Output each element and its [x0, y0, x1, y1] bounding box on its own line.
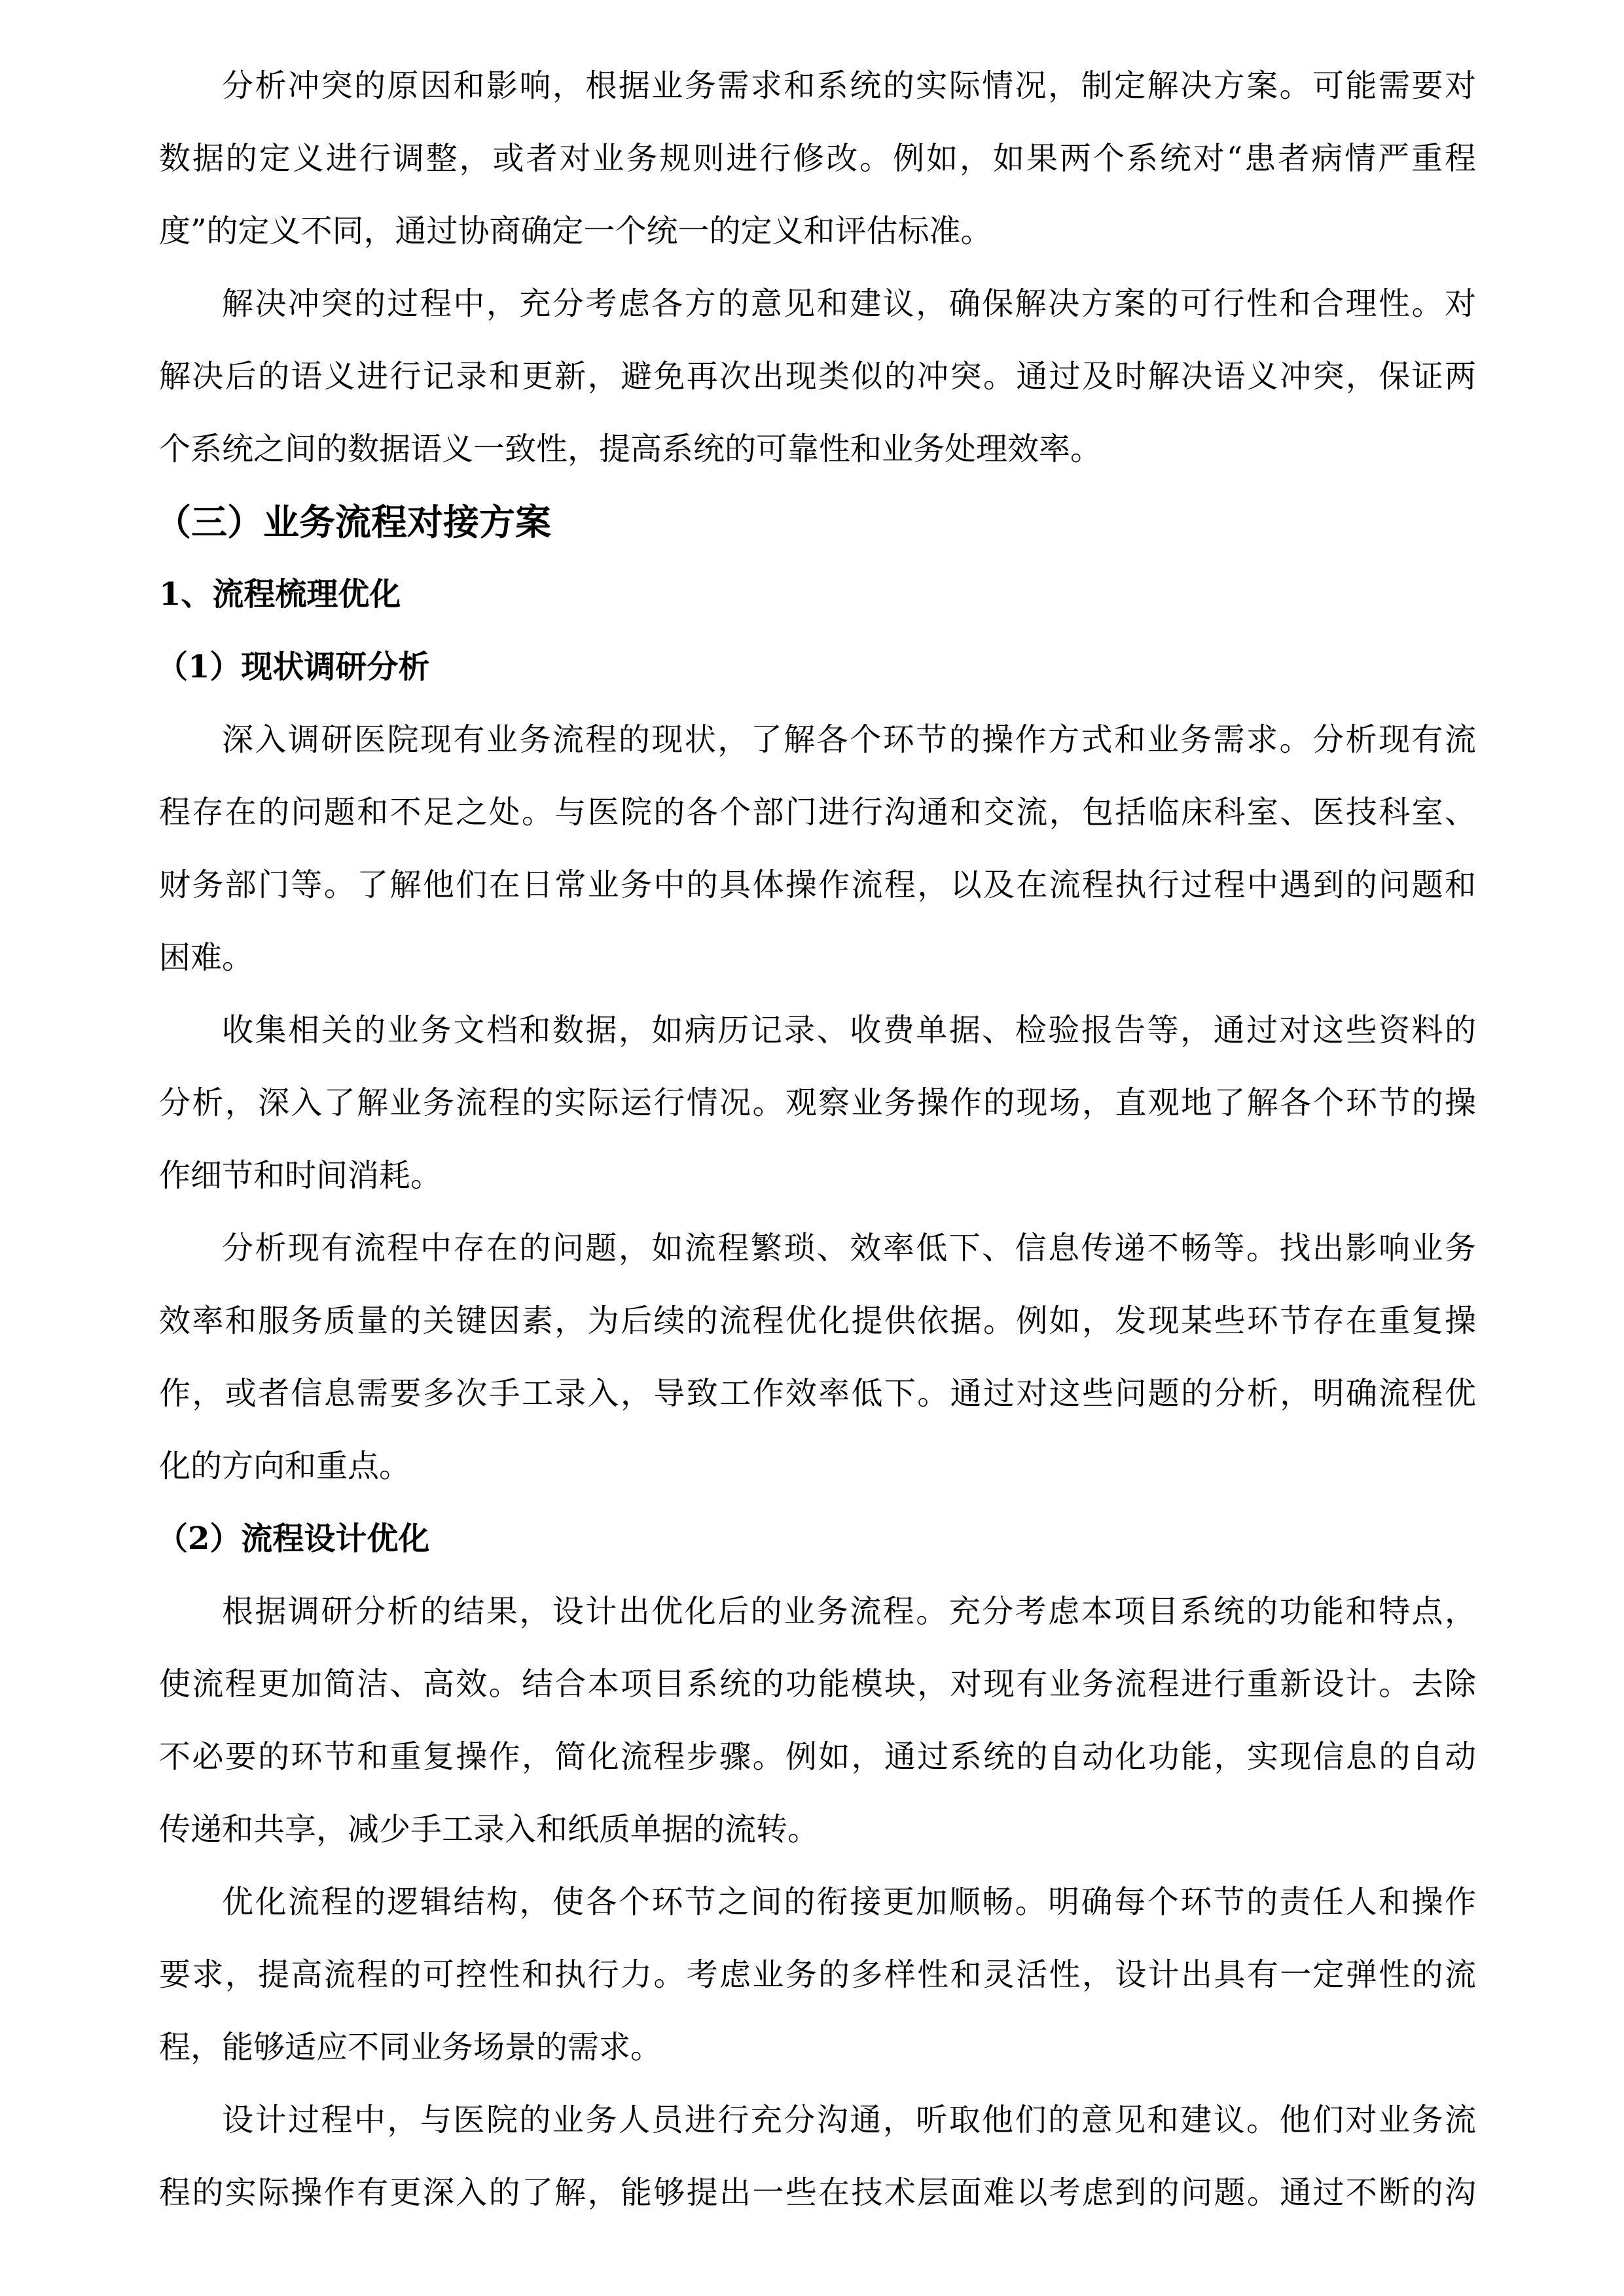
paragraph-line: 化的方向和重点。 — [159, 1448, 411, 1484]
item-heading: （2）流程设计优化 — [156, 1520, 430, 1557]
paragraph-line: 根据调研分析的结果，设计出优化后的业务流程。充分考虑本项目系统的功能和特点， — [222, 1593, 1476, 1630]
paragraph-line: 度”的定义不同，通过协商确定一个统一的定义和评估标准。 — [159, 213, 992, 249]
section-heading: （三）业务流程对接方案 — [155, 501, 552, 543]
paragraph-line: 作细节和时间消耗。 — [159, 1157, 442, 1194]
paragraph-line: 不必要的环节和重复操作，简化流程步骤。例如，通过系统的自动化功能，实现信息的自动 — [159, 1738, 1476, 1775]
paragraph-line: 深入调研医院现有业务流程的现状，了解各个环节的操作方式和业务需求。分析现有流 — [222, 721, 1476, 758]
paragraph-line: 分析现有流程中存在的问题，如流程繁琐、效率低下、信息传递不畅等。找出影响业务 — [222, 1230, 1476, 1266]
paragraph-line: 作，或者信息需要多次手工录入，导致工作效率低下。通过对这些问题的分析，明确流程优 — [159, 1375, 1476, 1412]
paragraph-line: 使流程更加简洁、高效。结合本项目系统的功能模块，对现有业务流程进行重新设计。去除 — [159, 1666, 1476, 1702]
paragraph-line: 解决冲突的过程中，充分考虑各方的意见和建议，确保解决方案的可行性和合理性。对 — [222, 285, 1476, 322]
paragraph-line: 效率和服务质量的关键因素，为后续的流程优化提供依据。例如，发现某些环节存在重复操 — [159, 1302, 1476, 1339]
paragraph-line: 设计过程中，与医院的业务人员进行充分沟通，听取他们的意见和建议。他们对业务流 — [222, 2102, 1476, 2138]
document-page — [155, 50, 1476, 2229]
subsection-heading: 1、流程梳理优化 — [159, 576, 401, 613]
paragraph-line: 分析，深入了解业务流程的实际运行情况。观察业务操作的现场，直观地了解各个环节的操 — [159, 1085, 1476, 1121]
paragraph-line: 传递和共享，减少手工录入和纸质单据的流转。 — [159, 1811, 820, 1848]
paragraph-line: 财务部门等。了解他们在日常业务中的具体操作流程，以及在流程执行过程中遇到的问题和 — [159, 867, 1476, 903]
paragraph-line: 困难。 — [159, 939, 254, 976]
paragraph-line: 解决后的语义进行记录和更新，避免再次出现类似的冲突。通过及时解决语义冲突，保证两 — [159, 358, 1476, 395]
paragraph-line: 程的实际操作有更深入的了解，能够提出一些在技术层面难以考虑到的问题。通过不断的沟 — [159, 2174, 1476, 2211]
paragraph-line: 数据的定义进行调整，或者对业务规则进行修改。例如，如果两个系统对“患者病情严重程 — [159, 140, 1476, 177]
paragraph-line: 程，能够适应不同业务场景的需求。 — [159, 2029, 662, 2066]
paragraph-line: 优化流程的逻辑结构，使各个环节之间的衔接更加顺畅。明确每个环节的责任人和操作 — [222, 1884, 1476, 1920]
paragraph-line: 收集相关的业务文档和数据，如病历记录、收费单据、检验报告等，通过对这些资料的 — [222, 1012, 1476, 1049]
paragraph-line: 程存在的问题和不足之处。与医院的各个部门进行沟通和交流，包括临床科室、医技科室、 — [159, 794, 1476, 831]
item-heading: （1）现状调研分析 — [156, 649, 430, 685]
paragraph-line: 个系统之间的数据语义一致性，提高系统的可靠性和业务处理效率。 — [159, 431, 1102, 467]
paragraph-line: 要求，提高流程的可控性和执行力。考虑业务的多样性和灵活性，设计出具有一定弹性的流 — [159, 1956, 1476, 1993]
paragraph-line: 分析冲突的原因和影响，根据业务需求和系统的实际情况，制定解决方案。可能需要对 — [222, 67, 1476, 104]
